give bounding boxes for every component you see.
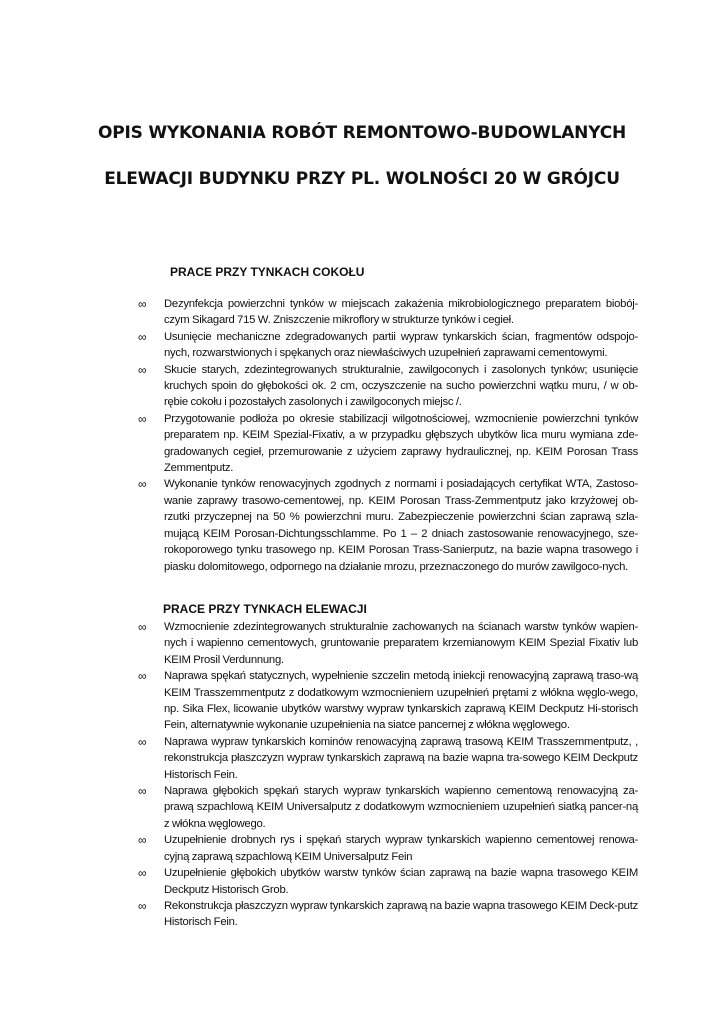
list-item	[138, 329, 638, 362]
list-item-text: Naprawa wypraw tynkarskich kominów renowacyjną zaprawą trasową KEIM Trasszemmentputz, , rekonstrukcja płaszczyzn wypraw tynkarskich zaprawą na bazie wapna tra-sowego KEIM Deckputz Historisch Fein.	[164, 735, 638, 781]
list-item-text: Skucie starych, zdezintegrowanych strukturalnie, zawilgoconych i zasolonych tynków; usunięcie kruchych spoin do głębokości ok. 2 cm, oczyszczenie na sucho powierzchni wątku muru, / w ob-rębie cokołu i pozostałych zasolonych i zawilgoconych miejsc /.	[164, 363, 638, 409]
list-item	[138, 898, 638, 931]
list-item	[138, 865, 638, 898]
list-item-text: Rekonstrukcja płaszczyzn wypraw tynkarskich zaprawą na bazie wapna trasowego KEIM Deck-putz Historisch Fein.	[164, 899, 638, 929]
infinity-bullet-icon: ∞	[138, 669, 147, 684]
document-title-line-2: ELEWACJI BUDYNKU PRZY PL. WOLNOŚCI 20 W GRÓJCU	[104, 169, 620, 189]
infinity-bullet-icon: ∞	[138, 898, 147, 913]
list-item-text: Wykonanie tynków renowacyjnych zgodnych z normami i posiadających certyfikat WTA, Zastoso-wanie zaprawy trasowo-cementowej, np. KEIM Porosan Trass-Zemmentputz jako krzyżowej ob-rzutki przyczepnej na 50 % powierzchni muru. Zabezpieczenie powierzchni ścian zaprawą szla-mującą KEIM Porosan-Dichtungsschlamme. Po 1 – 2 dniach zastosowanie renowacyjnego, sze-rokoporowego tynku trasowego np. KEIM Porosan Trass-Sanierputz, na bazie wapna trasowego i piasku dolomitowego, odpornego na działanie mrozu, przeznaczonego do murów zawilgoco-nych.	[164, 478, 638, 573]
list-item-text: Usunięcie mechaniczne zdegradowanych partii wypraw tynkarskich ścian, fragmentów odspojo-nych, rozwarstwionych i spękanych oraz niewłaściwych uzupełnień zaprawami cementowymi.	[164, 330, 638, 360]
infinity-bullet-icon: ∞	[138, 362, 147, 377]
infinity-bullet-icon: ∞	[138, 866, 147, 881]
list-item	[138, 783, 638, 832]
list-item-text: Dezynfekcja powierzchni tynków w miejscach zakażenia mikrobiologicznego preparatem biobój-czym Sikagard 715 W. Zniszczenie mikroflory w strukturze tynków i cegieł.	[164, 298, 638, 327]
list-item-text: Naprawa spękań statycznych, wypełnienie szczelin metodą iniekcji renowacyjną zaprawą traso-wą KEIM Trasszemmentputz z dodatkowym wzmocnieniem uzupełnień prętami z włókna węglo-wego, np. Sika Flex, licowanie ubytków warstwy wypraw tynkarskich zaprawą KEIM Deckputz Hi-storisch Fein, alternatywnie wykonanie uzupełnienia na siatce pancernej z włókna węglowego.	[164, 670, 638, 732]
infinity-bullet-icon: ∞	[138, 477, 147, 492]
list-item	[138, 476, 638, 574]
plinth-works-list	[138, 296, 638, 575]
document-title-line-1: OPIS WYKONANIA ROBÓT REMONTOWO-BUDOWLANYCH	[97, 123, 627, 143]
list-item	[138, 734, 638, 783]
list-item-text: Naprawa głębokich spękań starych wypraw tynkarskich wapienno cementową renowacyjną za-prawą szpachlową KEIM Universalputz z dodatkowym wzmocnieniem uzupełnień siatką pancer-ną z włókna węglowego.	[164, 785, 638, 830]
infinity-bullet-icon: ∞	[138, 329, 147, 344]
infinity-bullet-icon: ∞	[138, 833, 147, 848]
facade-works-list	[138, 619, 638, 931]
list-item	[138, 362, 638, 411]
list-item	[138, 296, 638, 329]
list-item	[138, 411, 638, 477]
list-item-text: Wzmocnienie zdezintegrowanych strukturalnie zachowanych na ścianach warstw tynków wapien-nych i wapienno cementowych, gruntowanie preparatem krzemianowym KEIM Spezial Fixativ lub KEIM Prosil Verdunnung.	[164, 621, 638, 666]
infinity-bullet-icon: ∞	[138, 784, 147, 799]
list-item	[138, 832, 638, 865]
infinity-bullet-icon: ∞	[138, 297, 147, 311]
list-item	[138, 619, 638, 668]
infinity-bullet-icon: ∞	[138, 620, 147, 634]
infinity-bullet-icon: ∞	[138, 411, 147, 426]
list-item-text: Przygotowanie podłoża po okresie stabilizacji wilgotnościowej, wzmocnienie powierzchni tynków preparatem np. KEIM Spezial-Fixativ, a w przypadku głębszych ubytków lica muru wymiana zde-gradowanych cegieł, przemurowanie z użyciem zaprawy hydraulicznej, np. KEIM Porosan Trass Zemmentputz.	[164, 412, 638, 475]
section-heading-plinth: PRACE PRZY TYNKACH COKOŁU	[170, 265, 365, 279]
list-item	[138, 668, 638, 734]
infinity-bullet-icon: ∞	[138, 734, 147, 749]
section-heading-facade: PRACE PRZY TYNKACH ELEWACJI	[163, 602, 367, 616]
list-item-text: Uzupełnienie głębokich ubytków warstw tynków ścian zaprawą na bazie wapna trasowego KEIM Deckputz Historisch Grob.	[164, 867, 638, 896]
list-item-text: Uzupełnienie drobnych rys i spękań starych wypraw tynkarskich wapienno cementowej renowa-cyjną zaprawą szpachlową KEIM Universalputz Fein	[164, 834, 638, 863]
